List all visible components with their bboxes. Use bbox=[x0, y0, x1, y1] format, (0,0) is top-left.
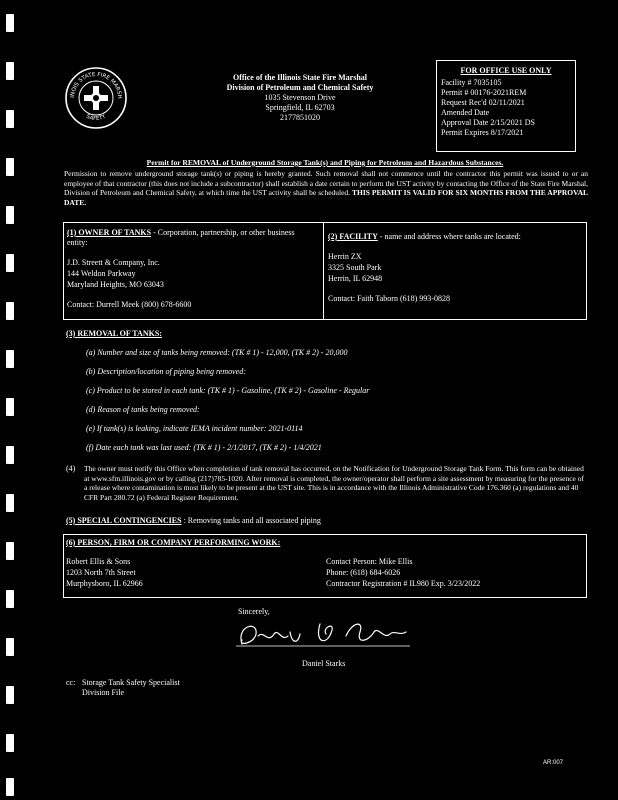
contractor-heading: (6) PERSON, FIRM OR COMPANY PERFORMING WORK: bbox=[66, 538, 281, 547]
contractor-street: 1203 North 7th Street bbox=[66, 568, 136, 577]
contractor-contact: Contact Person: Mike Ellis bbox=[326, 557, 413, 566]
punch-hole bbox=[6, 686, 14, 704]
document-stamp: AR:007 bbox=[543, 760, 564, 766]
owner-facility-table bbox=[63, 222, 587, 320]
removal-item: (b) Description/location of piping being removed: bbox=[86, 367, 246, 376]
facility-contact: Contact: Faith Taborn (618) 993-0828 bbox=[328, 294, 450, 303]
permit-valid-note: THIS PERMIT IS VALID FOR SIX MONTHS FROM THE APPROVAL DATE. bbox=[64, 188, 588, 207]
removal-item: (f) Date each tank was last used: (TK # 1) - 2/1/2017, (TK # 2) - 1/4/2021 bbox=[86, 443, 322, 452]
facility-heading: (2) FACILITY bbox=[328, 232, 378, 241]
permit-title: Permit for REMOVAL of Underground Storage Tank(s) and Piping for Petroleum and Hazardous Substances. bbox=[146, 158, 504, 167]
contractor-city: Murphysboro, IL 62966 bbox=[66, 579, 143, 588]
removal-item: (c) Product to be stored in each tank: (TK # 1) - Gasoline, (TK # 2) - Gasoline - Regular bbox=[86, 386, 370, 395]
special-contingencies bbox=[66, 516, 321, 526]
state-seal-logo bbox=[64, 66, 128, 130]
facility-city: Herrin, IL 62948 bbox=[328, 274, 383, 283]
owner-desc: - Corporation, partnership, or other business entity: bbox=[67, 228, 295, 247]
office-use-line: Amended Date bbox=[441, 108, 490, 117]
owner-city: Maryland Heights, MO 63043 bbox=[67, 280, 164, 289]
office-use-line: Facility # 7035105 bbox=[441, 78, 502, 87]
cc-line: Storage Tank Safety Specialist bbox=[82, 678, 180, 687]
office-use-box bbox=[436, 60, 576, 152]
sincerely: Sincerely, bbox=[238, 607, 270, 616]
owner-section bbox=[67, 228, 317, 248]
svg-text:ILLINOIS STATE FIRE MARSHAL: INOIS STATE FIRE MARSH bbox=[69, 71, 123, 99]
table-divider bbox=[323, 223, 324, 319]
contractor-box bbox=[63, 534, 587, 598]
cc-line: Division File bbox=[82, 688, 125, 697]
facility-section bbox=[328, 232, 582, 242]
punch-hole bbox=[6, 206, 14, 224]
facility-desc: - name and address where tanks are located: bbox=[379, 232, 521, 241]
removal-item: (d) Reason of tanks being removed: bbox=[86, 405, 200, 414]
office-use-line: Approval Date 2/15/2021 DS bbox=[441, 118, 535, 127]
cc-label: cc: bbox=[66, 678, 76, 687]
header-division: Division of Petroleum and Chemical Safety bbox=[226, 83, 374, 92]
header-city: Springfield, IL 62703 bbox=[265, 103, 335, 112]
punch-hole bbox=[6, 350, 14, 368]
punch-hole bbox=[6, 14, 14, 32]
contractor-registration: Contractor Registration # IL980 Exp. 3/23/2022 bbox=[326, 579, 481, 588]
special-text: : Removing tanks and all associated piping bbox=[183, 516, 321, 525]
removal-item: (a) Number and size of tanks being removed: (TK # 1) - 12,000, (TK # 2) - 20,000 bbox=[86, 348, 348, 357]
owner-contact: Contact: Durrell Meek (800) 678-6600 bbox=[67, 300, 192, 309]
facility-street: 3325 South Park bbox=[328, 263, 382, 272]
owner-name: J.D. Streett & Company, Inc. bbox=[67, 258, 160, 267]
header-office: Office of the Illinois State Fire Marshal bbox=[232, 73, 368, 82]
permit-body: Permission to remove underground storage tank(s) or piping is hereby granted. Such removal shall not commence until the contractor this permit was issued to or an employee of that contractor (this does not include a subcontractor) shall establish a date certain to perform the UST activity by contacting the Office of the State Fire Marshal, Division of Petroleum and Chemical Safety, at which time the UST activity shall be scheduled. bbox=[64, 169, 588, 197]
header-street: 1035 Stevenson Drive bbox=[264, 93, 336, 102]
punch-hole bbox=[6, 62, 14, 80]
punch-hole bbox=[6, 734, 14, 752]
punch-hole bbox=[6, 638, 14, 656]
punch-hole bbox=[6, 778, 14, 796]
header-phone: 2177851020 bbox=[280, 113, 320, 122]
office-use-title: FOR OFFICE USE ONLY bbox=[460, 66, 552, 75]
owner-street: 144 Weldon Parkway bbox=[67, 269, 136, 278]
office-use-line: Request Rec'd 02/11/2021 bbox=[441, 98, 525, 107]
removal-heading: (3) REMOVAL OF TANKS: bbox=[66, 329, 162, 338]
svg-text:SAFETY: SAFETY bbox=[85, 113, 107, 123]
punch-hole bbox=[6, 494, 14, 512]
notice-number: (4) bbox=[66, 464, 76, 473]
signature-image bbox=[228, 614, 418, 654]
punch-hole bbox=[6, 542, 14, 560]
signer-name: Daniel Starks bbox=[302, 659, 346, 668]
punch-hole bbox=[6, 446, 14, 464]
notice-text: The owner must notify this Office when completion of tank removal has occurred, on the Notification for Underground Storage Tank Form. This form can be obtained at www.sfm.illinois.gov or by calling (217)785-1020. After removal is completed, the owner/operator shall perform a site assessment by measuring for the presence of a release where contamination is most likely to be present at the UST site. This is in accordance with the Illinois Administrative Code 176.360 (a) regulations and 40 CFR Part 280.72 (a) Federal Register Requirement. bbox=[84, 464, 585, 502]
contractor-phone: Phone: (618) 684-6026 bbox=[326, 568, 401, 577]
punch-hole bbox=[6, 254, 14, 272]
punch-hole bbox=[6, 302, 14, 320]
contractor-name: Robert Ellis & Sons bbox=[66, 557, 131, 566]
punch-hole bbox=[6, 398, 14, 416]
facility-name: Herrin ZX bbox=[328, 252, 362, 261]
permit-paragraph bbox=[64, 169, 588, 207]
special-heading: (5) SPECIAL CONTINGENCIES bbox=[66, 516, 182, 525]
office-use-line: Permit # 00176-2021REM bbox=[441, 88, 527, 97]
punch-hole bbox=[6, 158, 14, 176]
punch-hole bbox=[6, 590, 14, 608]
office-use-line: Permit Expires 8/17/2021 bbox=[441, 128, 524, 137]
punch-hole bbox=[6, 110, 14, 128]
owner-heading: (1) OWNER OF TANKS bbox=[67, 228, 152, 237]
removal-item: (e) If tank(s) is leaking, indicate IEMA incident number: 2021-0114 bbox=[86, 424, 303, 433]
